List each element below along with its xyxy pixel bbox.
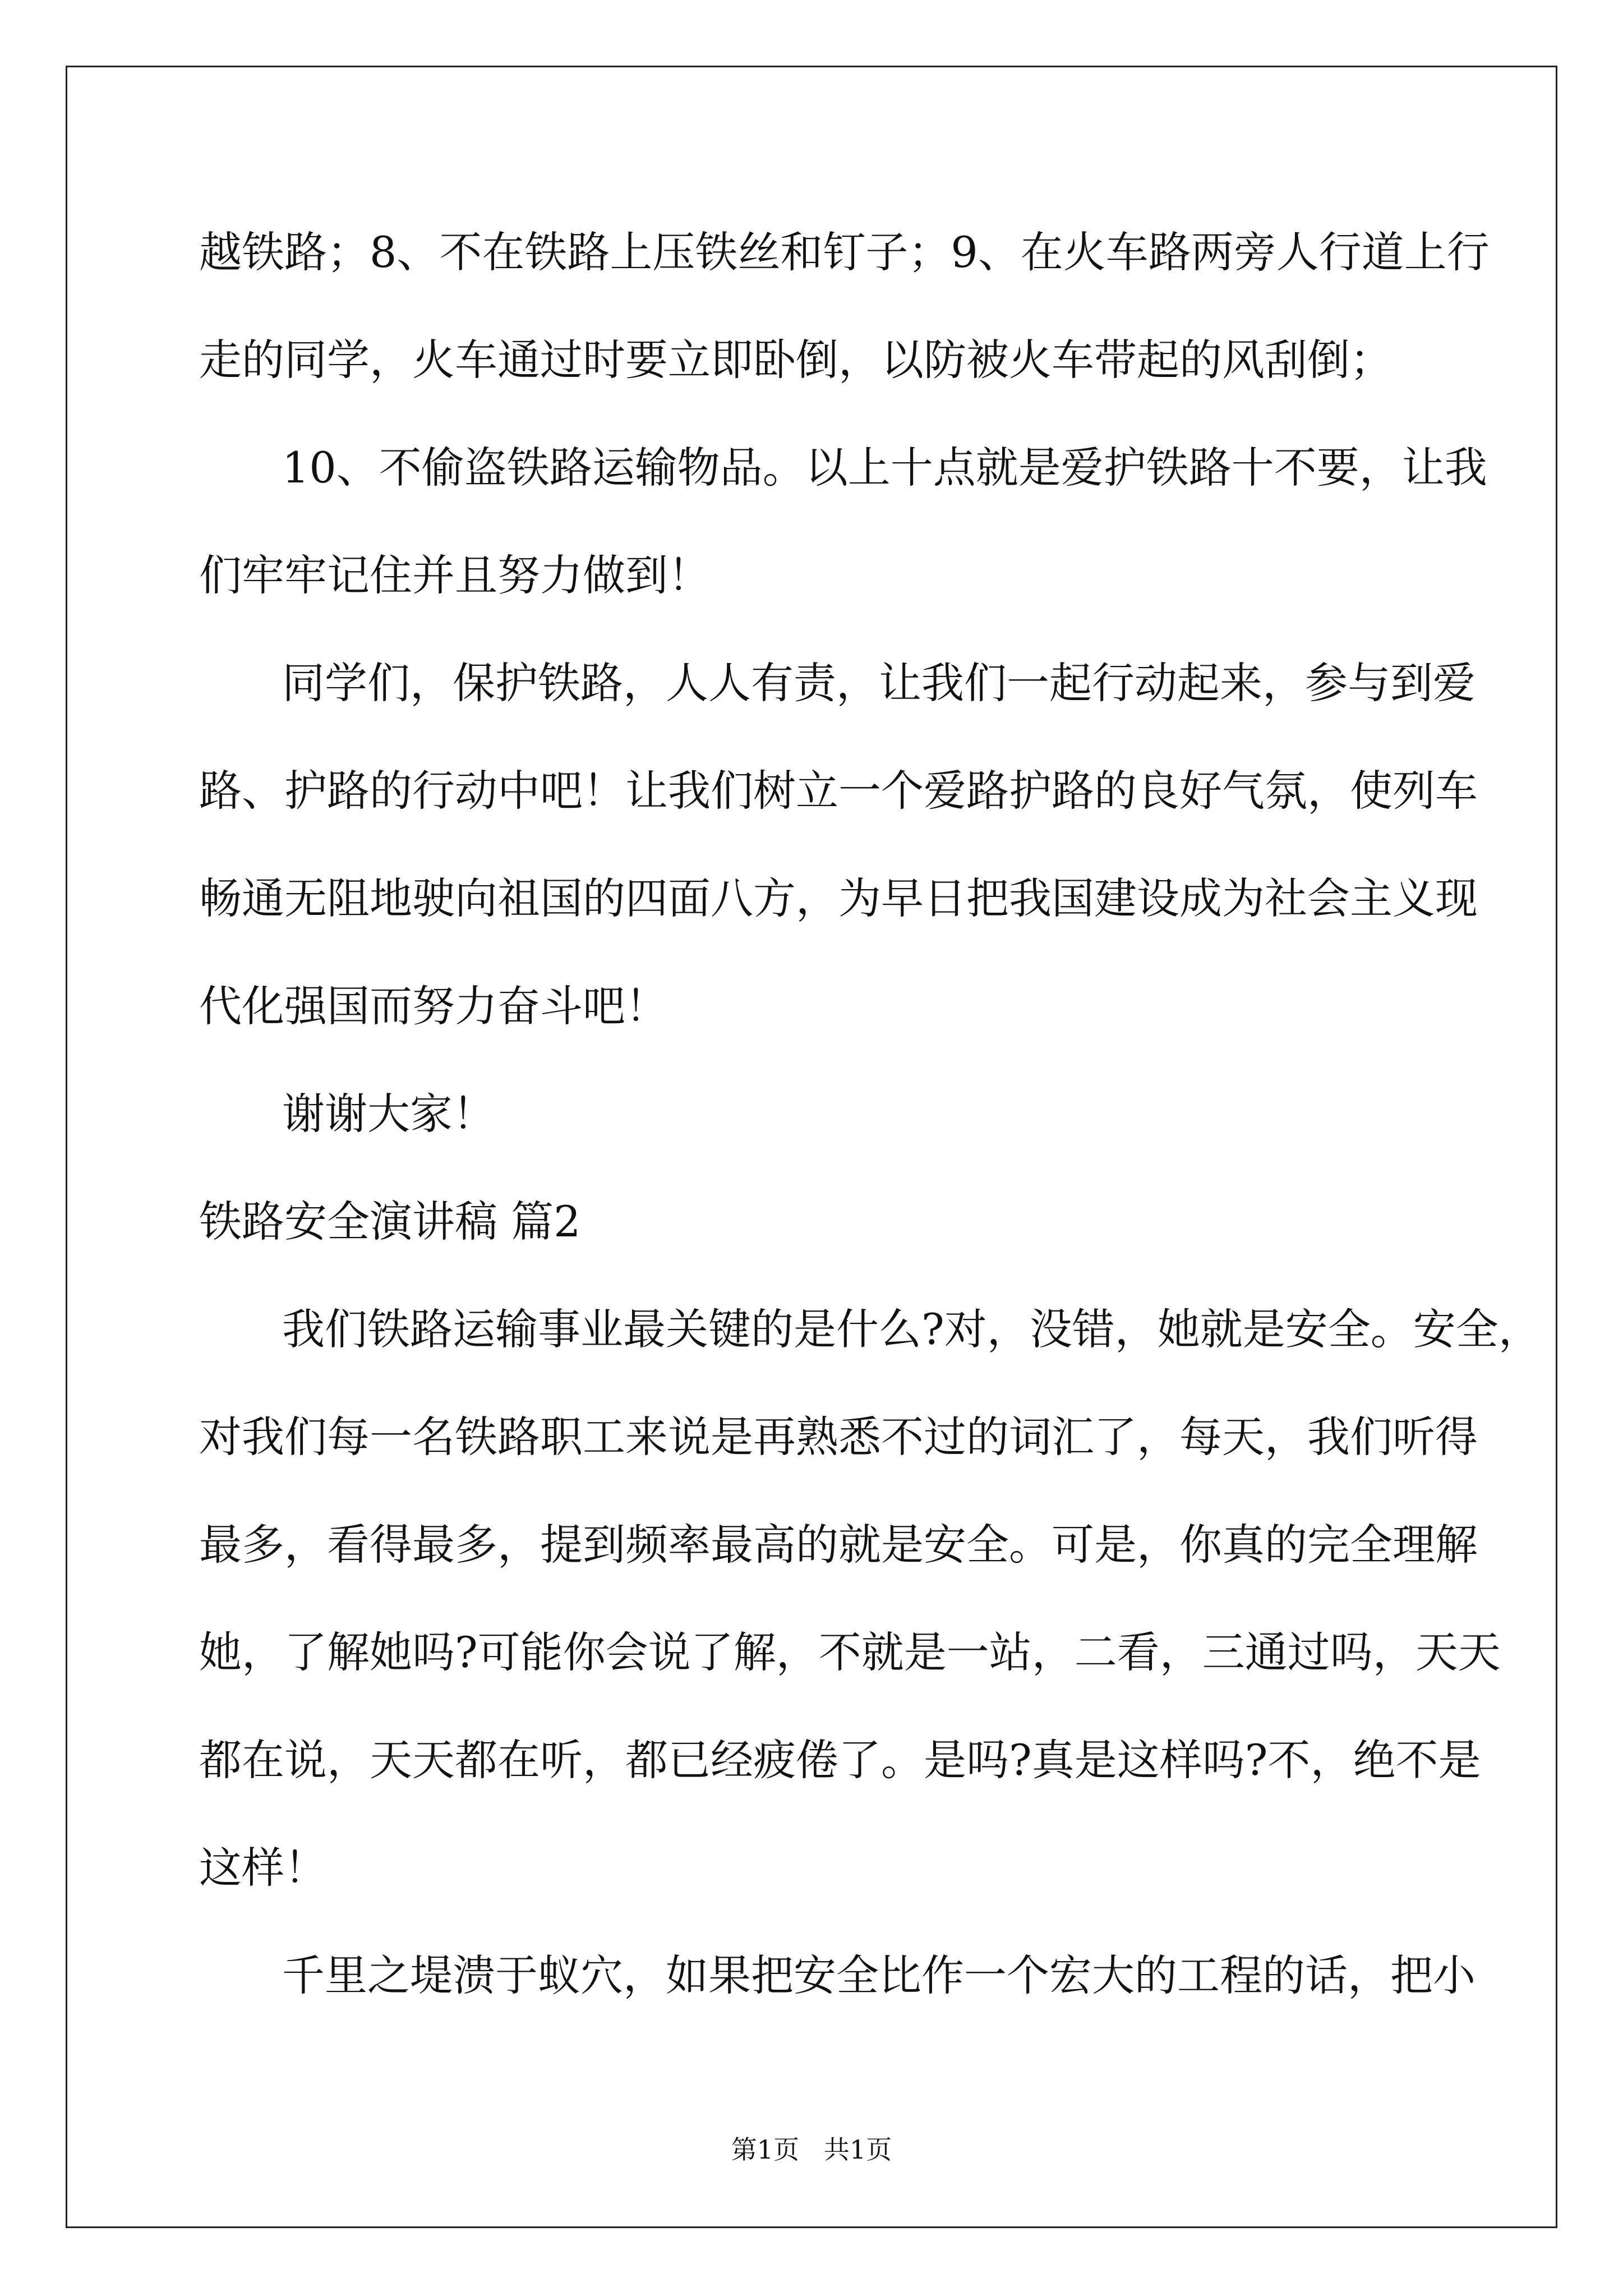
body-text-line: 们牢牢记住并且努力做到！ bbox=[199, 550, 711, 600]
body-text-line: 谢谢大家！ bbox=[282, 1089, 495, 1139]
body-text-line: 走的同学，火车通过时要立即卧倒，以防被火车带起的风刮倒； bbox=[199, 335, 1393, 385]
body-text-line: 我们铁路运输事业最关键的是什么?对，没错，她就是安全。安全， bbox=[282, 1304, 1541, 1354]
page-footer: 第1页 共1页 bbox=[731, 2134, 892, 2165]
body-text-line: 这样！ bbox=[199, 1843, 327, 1893]
body-text-line: 畅通无阻地驶向祖国的四面八方，为早日把我国建设成为社会主义现 bbox=[199, 873, 1478, 923]
body-text-line: 路、护路的行动中吧！让我们树立一个爱路护路的良好气氛，使列车 bbox=[199, 766, 1478, 816]
body-text-line: 她，了解她吗?可能你会说了解，不就是一站，二看，三通过吗，天天 bbox=[199, 1627, 1501, 1677]
body-text-line: 代化强国而努力奋斗吧！ bbox=[199, 981, 668, 1031]
body-text-line: 对我们每一名铁路职工来说是再熟悉不过的词汇了，每天，我们听得 bbox=[199, 1412, 1478, 1462]
body-text-line: 越铁路；8、不在铁路上压铁丝和钉子；9、在火车路两旁人行道上行 bbox=[199, 227, 1490, 277]
section-heading: 铁路安全演讲稿 篇2 bbox=[199, 1197, 581, 1246]
body-text-line: 千里之堤溃于蚁穴，如果把安全比作一个宏大的工程的话，把小 bbox=[282, 1950, 1476, 2000]
body-text-line: 最多，看得最多，提到频率最高的就是安全。可是，你真的完全理解 bbox=[199, 1520, 1478, 1570]
page-border bbox=[66, 66, 1557, 2228]
body-text-line: 10、不偷盗铁路运输物品。以上十点就是爱护铁路十不要，让我 bbox=[282, 443, 1487, 493]
body-text-line: 都在说，天天都在听，都已经疲倦了。是吗?真是这样吗?不，绝不是 bbox=[199, 1735, 1481, 1785]
body-text-line: 同学们，保护铁路，人人有责，让我们一起行动起来，参与到爱 bbox=[282, 658, 1476, 708]
